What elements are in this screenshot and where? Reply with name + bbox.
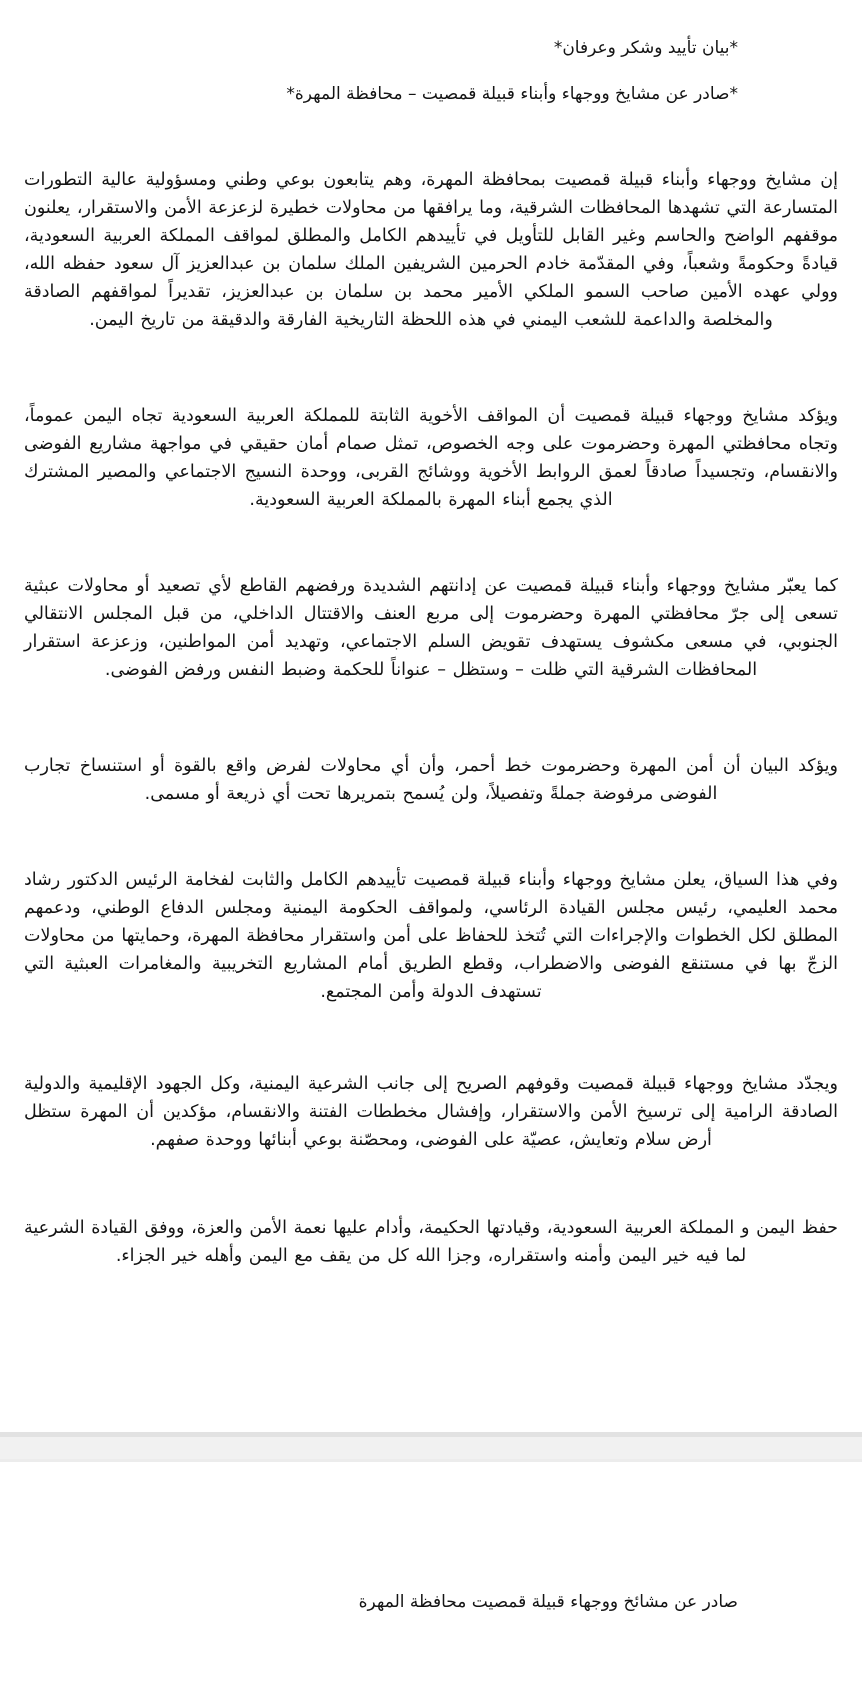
statement-paragraph-3: كما يعبّر مشايخ ووجهاء وأبناء قبيلة قمصيت عن إدانتهم الشديدة ورفضهم القاطع لأي تصعيد أو محاولات عبثية تسعى إلى جرّ محافظتي المهرة وحضرموت إلى مربع العنف والاقتتال الداخلي، من قبل المجلس الانتقالي الجنوبي، في مسعى مكشوف يستهدف تقويض السلم الاجتماعي، وتهديد أمن المواطنين، وزعزعة استقرار المحافظات الشرقية التي ظلت – وستظل – عنواناً للحكمة وضبط النفس ورفض الفوضى. — [24, 576, 838, 680]
statement-paragraph-6: ويجدّد مشايخ ووجهاء قبيلة قمصيت وقوفهم الصريح إلى جانب الشرعية اليمنية، وكل الجهود الإقليمية والدولية الصادقة الرامية إلى ترسيخ الأمن والاستقرار، وإفشال مخططات الفتنة والانقسام، مؤكدين أن المهرة ستظل أرض سلام وتعايش، عصيّة على الفوضى، ومحصّنة بوعي أبنائها ووحدة صفهم. — [24, 1074, 838, 1150]
statement-paragraph-4: ويؤكد البيان أن أمن المهرة وحضرموت خط أحمر، وأن أي محاولات لفرض واقع بالقوة أو استنساخ تجارب الفوضى مرفوضة جملةً وتفصيلاً، ولن يُسمح بتمريرها تحت أي ذريعة أو مسمى. — [24, 756, 838, 804]
statement-paragraph-5: وفي هذا السياق، يعلن مشايخ ووجهاء وأبناء قبيلة قمصيت تأييدهم الكامل والثابت لفخامة الرئيس الدكتور رشاد محمد العليمي، رئيس مجلس القيادة الرئاسي، ولمواقف الحكومة اليمنية ومجلس الدفاع الوطني، ودعمهم المطلق لكل الخطوات والإجراءات التي تُتخذ للحفاظ على أمن واستقرار محافظة المهرة، وحمايتها من محاولات الزجّ بها في مستنقع الفوضى والاضطراب، وقطع الطريق أمام المشاريع التخريبية والمغامرات العبثية التي تستهدف الدولة وأمن المجتمع. — [24, 870, 838, 1002]
statement-footer: صادر عن مشائخ ووجهاء قبيلة قمصيت محافظة المهرة — [358, 1592, 738, 1612]
statement-page — [0, 34, 862, 1694]
statement-document — [0, 34, 862, 1616]
statement-paragraph-7: حفظ اليمن و المملكة العربية السعودية، وقيادتها الحكيمة، وأدام عليها نعمة الأمن والعزة، ووفق القيادة الشرعية لما فيه خير اليمن وأمنه واستقراره، وجزا الله كل من يقف مع اليمن وأهله خير الجزاء. — [24, 1218, 838, 1266]
statement-title: *بيان تأييد وشكر وعرفان* — [553, 38, 738, 58]
page-break-divider — [0, 1432, 862, 1462]
statement-paragraph-2: ويؤكد مشايخ ووجهاء قبيلة قمصيت أن المواقف الأخوية الثابتة للمملكة العربية السعودية تجاه اليمن عموماً، وتجاه محافظتي المهرة وحضرموت على وجه الخصوص، تمثل صمام أمان حقيقي في مواجهة مشاريع الفوضى والانقسام، وتجسيداً صادقاً لعمق الروابط الأخوية ووشائج القربى، ووحدة النسيج الاجتماعي والمصير المشترك الذي يجمع أبناء المهرة بالمملكة العربية السعودية. — [24, 406, 838, 510]
statement-paragraph-1: إن مشايخ ووجهاء وأبناء قبيلة قمصيت بمحافظة المهرة، وهم يتابعون بوعي وطني ومسؤولية عالية التطورات المتسارعة التي تشهدها المحافظات الشرقية، وما يرافقها من محاولات خطيرة لزعزعة الأمن والاستقرار، يعلنون موقفهم الواضح والحاسم وغير القابل للتأويل في تأييدهم الكامل والمطلق لمواقف المملكة العربية السعودية، قيادةً وحكومةً وشعباً، وفي المقدّمة خادم الحرمين الشريفين الملك سلمان بن عبدالعزيز آل سعود حفظه الله، وولي عهده الأمين صاحب السمو الملكي الأمير محمد بن سلمان بن عبدالعزيز، تقديراً لمواقفهم الصادقة والمخلصة والداعمة للشعب اليمني في هذه اللحظة التاريخية الفارقة والدقيقة من تاريخ اليمن. — [24, 170, 838, 330]
statement-subtitle: *صادر عن مشايخ ووجهاء وأبناء قبيلة قمصيت – محافظة المهرة* — [286, 84, 738, 104]
